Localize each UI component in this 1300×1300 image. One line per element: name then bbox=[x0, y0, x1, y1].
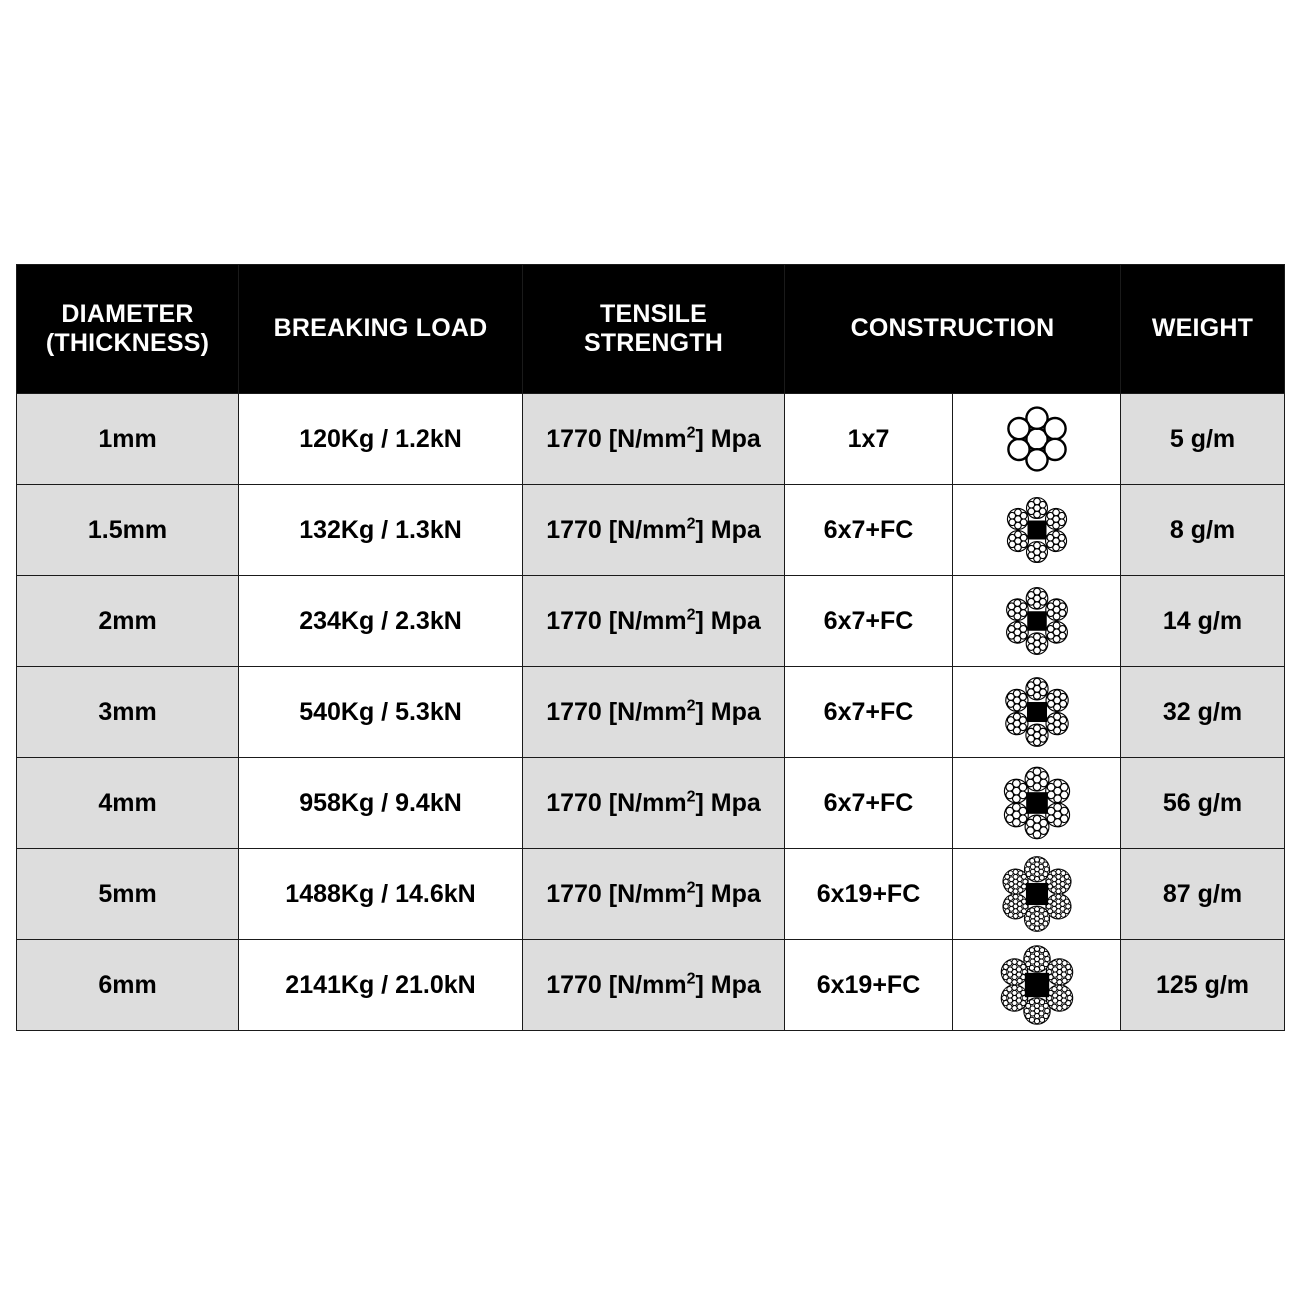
header-line-1: TENSILE bbox=[600, 299, 707, 328]
cell-tensile-strength bbox=[523, 667, 785, 758]
tensile-exponent: 2 bbox=[686, 606, 696, 624]
tensile-suffix: ] Mpa bbox=[695, 515, 761, 544]
tensile-suffix: ] Mpa bbox=[695, 788, 761, 817]
cell-construction-diagram bbox=[953, 394, 1121, 485]
rope-cross-section-6x7-fc-icon bbox=[953, 576, 1120, 666]
cell-breaking-load: 958Kg / 9.4kN bbox=[239, 758, 523, 849]
cell-tensile-strength bbox=[523, 849, 785, 940]
header-line-1: DIAMETER bbox=[61, 299, 194, 328]
wire-rope-spec-table bbox=[16, 264, 1285, 1031]
tensile-prefix: 1770 [N/mm bbox=[546, 515, 687, 544]
tensile-suffix: ] Mpa bbox=[695, 424, 761, 453]
header-line-1: CONSTRUCTION bbox=[850, 314, 1055, 343]
cell-weight: 5 g/m bbox=[1121, 394, 1285, 485]
column-header-breaking-load bbox=[239, 265, 523, 394]
cell-construction: 6x19+FC bbox=[785, 940, 953, 1031]
table-body bbox=[17, 394, 1285, 1031]
tensile-exponent: 2 bbox=[686, 788, 696, 806]
cell-breaking-load: 234Kg / 2.3kN bbox=[239, 576, 523, 667]
tensile-suffix: ] Mpa bbox=[695, 879, 761, 908]
header-line-2: STRENGTH bbox=[583, 329, 724, 357]
cell-breaking-load: 540Kg / 5.3kN bbox=[239, 667, 523, 758]
cell-weight: 125 g/m bbox=[1121, 940, 1285, 1031]
tensile-prefix: 1770 [N/mm bbox=[546, 606, 687, 635]
rope-cross-section-6x7-fc-icon bbox=[953, 667, 1120, 757]
cell-construction-diagram bbox=[953, 667, 1121, 758]
tensile-exponent: 2 bbox=[686, 970, 696, 988]
cell-breaking-load: 132Kg / 1.3kN bbox=[239, 485, 523, 576]
cell-diameter: 5mm bbox=[17, 849, 239, 940]
cell-diameter: 3mm bbox=[17, 667, 239, 758]
header-line-2: (THICKNESS) bbox=[45, 329, 210, 357]
cell-construction-diagram bbox=[953, 576, 1121, 667]
cell-diameter: 1.5mm bbox=[17, 485, 239, 576]
column-header-tensile-strength bbox=[523, 265, 785, 394]
header-row bbox=[17, 265, 1285, 394]
column-header-diameter bbox=[17, 265, 239, 394]
cell-diameter: 4mm bbox=[17, 758, 239, 849]
cell-tensile-strength bbox=[523, 485, 785, 576]
cell-weight: 8 g/m bbox=[1121, 485, 1285, 576]
cell-breaking-load: 120Kg / 1.2kN bbox=[239, 394, 523, 485]
table-row bbox=[17, 940, 1285, 1031]
table-row bbox=[17, 485, 1285, 576]
tensile-prefix: 1770 [N/mm bbox=[546, 879, 687, 908]
header-line-1: BREAKING LOAD bbox=[273, 314, 488, 343]
cell-construction: 6x7+FC bbox=[785, 667, 953, 758]
cell-tensile-strength bbox=[523, 758, 785, 849]
cell-tensile-strength bbox=[523, 394, 785, 485]
cell-construction-diagram bbox=[953, 940, 1121, 1031]
table-row bbox=[17, 576, 1285, 667]
tensile-prefix: 1770 [N/mm bbox=[546, 788, 687, 817]
cell-diameter: 6mm bbox=[17, 940, 239, 1031]
tensile-exponent: 2 bbox=[686, 424, 696, 442]
tensile-prefix: 1770 [N/mm bbox=[546, 424, 687, 453]
cell-construction-diagram bbox=[953, 758, 1121, 849]
tensile-suffix: ] Mpa bbox=[695, 697, 761, 726]
cell-weight: 32 g/m bbox=[1121, 667, 1285, 758]
tensile-exponent: 2 bbox=[686, 879, 696, 897]
rope-cross-section-6x7-fc-icon bbox=[953, 485, 1120, 575]
cell-construction: 6x7+FC bbox=[785, 758, 953, 849]
cell-construction: 6x19+FC bbox=[785, 849, 953, 940]
header-line-1: WEIGHT bbox=[1151, 314, 1254, 343]
rope-cross-section-6x19-fc-icon bbox=[953, 849, 1120, 939]
cell-tensile-strength bbox=[523, 576, 785, 667]
cell-breaking-load: 2141Kg / 21.0kN bbox=[239, 940, 523, 1031]
table-row bbox=[17, 758, 1285, 849]
table-row bbox=[17, 849, 1285, 940]
tensile-prefix: 1770 [N/mm bbox=[546, 697, 687, 726]
cell-diameter: 2mm bbox=[17, 576, 239, 667]
spec-sheet bbox=[16, 264, 1284, 1021]
tensile-prefix: 1770 [N/mm bbox=[546, 970, 687, 999]
cell-diameter: 1mm bbox=[17, 394, 239, 485]
rope-cross-section-6x19-fc-icon bbox=[953, 940, 1120, 1030]
table-row bbox=[17, 394, 1285, 485]
cell-construction: 6x7+FC bbox=[785, 576, 953, 667]
cell-construction-diagram bbox=[953, 849, 1121, 940]
tensile-suffix: ] Mpa bbox=[695, 606, 761, 635]
cell-construction: 6x7+FC bbox=[785, 485, 953, 576]
cell-tensile-strength bbox=[523, 940, 785, 1031]
cell-breaking-load: 1488Kg / 14.6kN bbox=[239, 849, 523, 940]
tensile-suffix: ] Mpa bbox=[695, 970, 761, 999]
table-header bbox=[17, 265, 1285, 394]
tensile-exponent: 2 bbox=[686, 515, 696, 533]
cell-construction: 1x7 bbox=[785, 394, 953, 485]
column-header-weight bbox=[1121, 265, 1285, 394]
rope-cross-section-1x7-icon bbox=[953, 394, 1120, 484]
cell-weight: 87 g/m bbox=[1121, 849, 1285, 940]
cell-construction-diagram bbox=[953, 485, 1121, 576]
cell-weight: 14 g/m bbox=[1121, 576, 1285, 667]
tensile-exponent: 2 bbox=[686, 697, 696, 715]
cell-weight: 56 g/m bbox=[1121, 758, 1285, 849]
rope-cross-section-6x7-fc-icon bbox=[953, 758, 1120, 848]
table-row bbox=[17, 667, 1285, 758]
column-header-construction bbox=[785, 265, 1121, 394]
